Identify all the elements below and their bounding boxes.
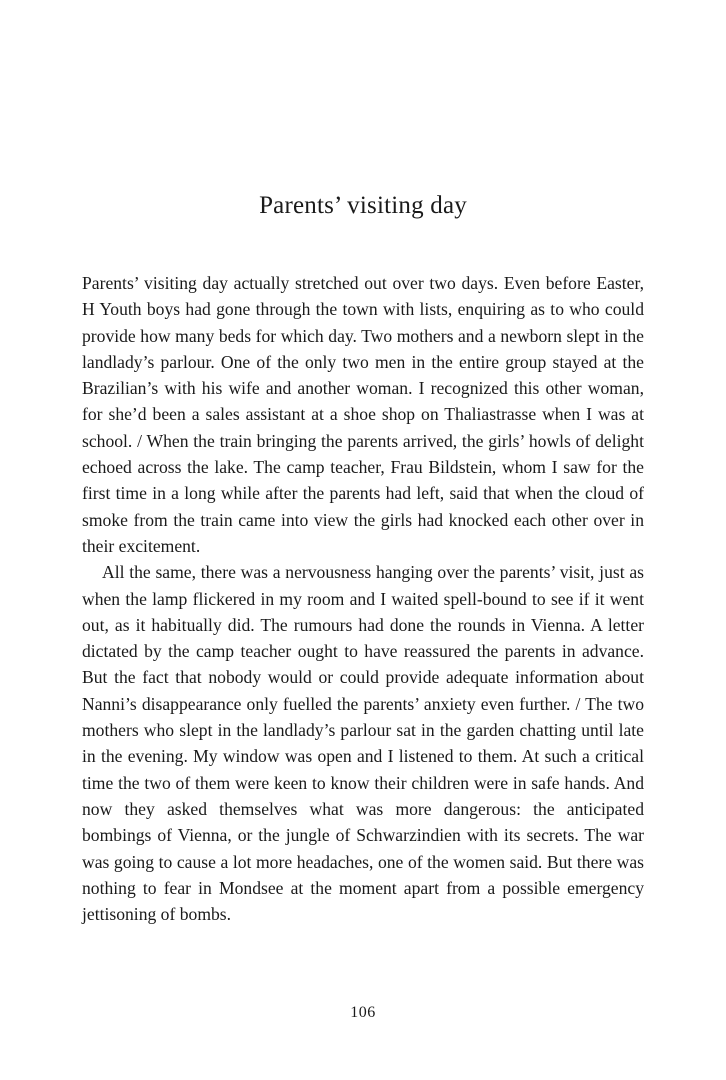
page-number: 106: [350, 1004, 376, 1021]
paragraph-1: Parents’ visiting day actually stretched out over two days. Even before Easter, H Youth boys had gone through the town with lists, enquiring as to who could provide how many beds for which day. Two mothers and a newborn slept in the landlady’s parlour. One of the only two men in the entire group stayed at the Brazilian’s with his wife and another woman. I recognized this other woman, for she’d been a sales assistant at a shoe shop on Thaliastrasse when I was at school. / When the train bringing the parents arrived, the girls’ howls of delight echoed across the lake. The camp teacher, Frau Bildstein, whom I saw for the first time in a long while after the parents had left, said that when the cloud of smoke from the train came into view the girls had knocked each other over in their excitement.: [82, 273, 644, 556]
paragraph-2: All the same, there was a nervousness hanging over the parents’ visit, just as when the lamp flickered in my room and I waited spell-bound to see if it went out, as it habitually did. The rumours had done the rounds in Vienna. A letter dictated by the camp teacher ought to have reassured the parents in advance. But the fact that nobody would or could provide adequate information about Nanni’s disappearance only fuelled the parents’ anxiety even further. / The two mothers who slept in the landlady’s parlour sat in the garden chatting until late in the evening. My window was open and I listened to them. At such a critical time the two of them were keen to know their children were in safe hands. And now they asked themselves what was more dangerous: the anticipated bombings of Vienna, or the jungle of Schwarzindien with its secrets. The war was going to cause a lot more headaches, one of the women said. But there was nothing to fear in Mondsee at the moment apart from a possible emergency jettisoning of bombs.: [82, 562, 644, 925]
chapter-title: Parents’ visiting day: [259, 192, 467, 219]
body-text: [82, 270, 644, 927]
